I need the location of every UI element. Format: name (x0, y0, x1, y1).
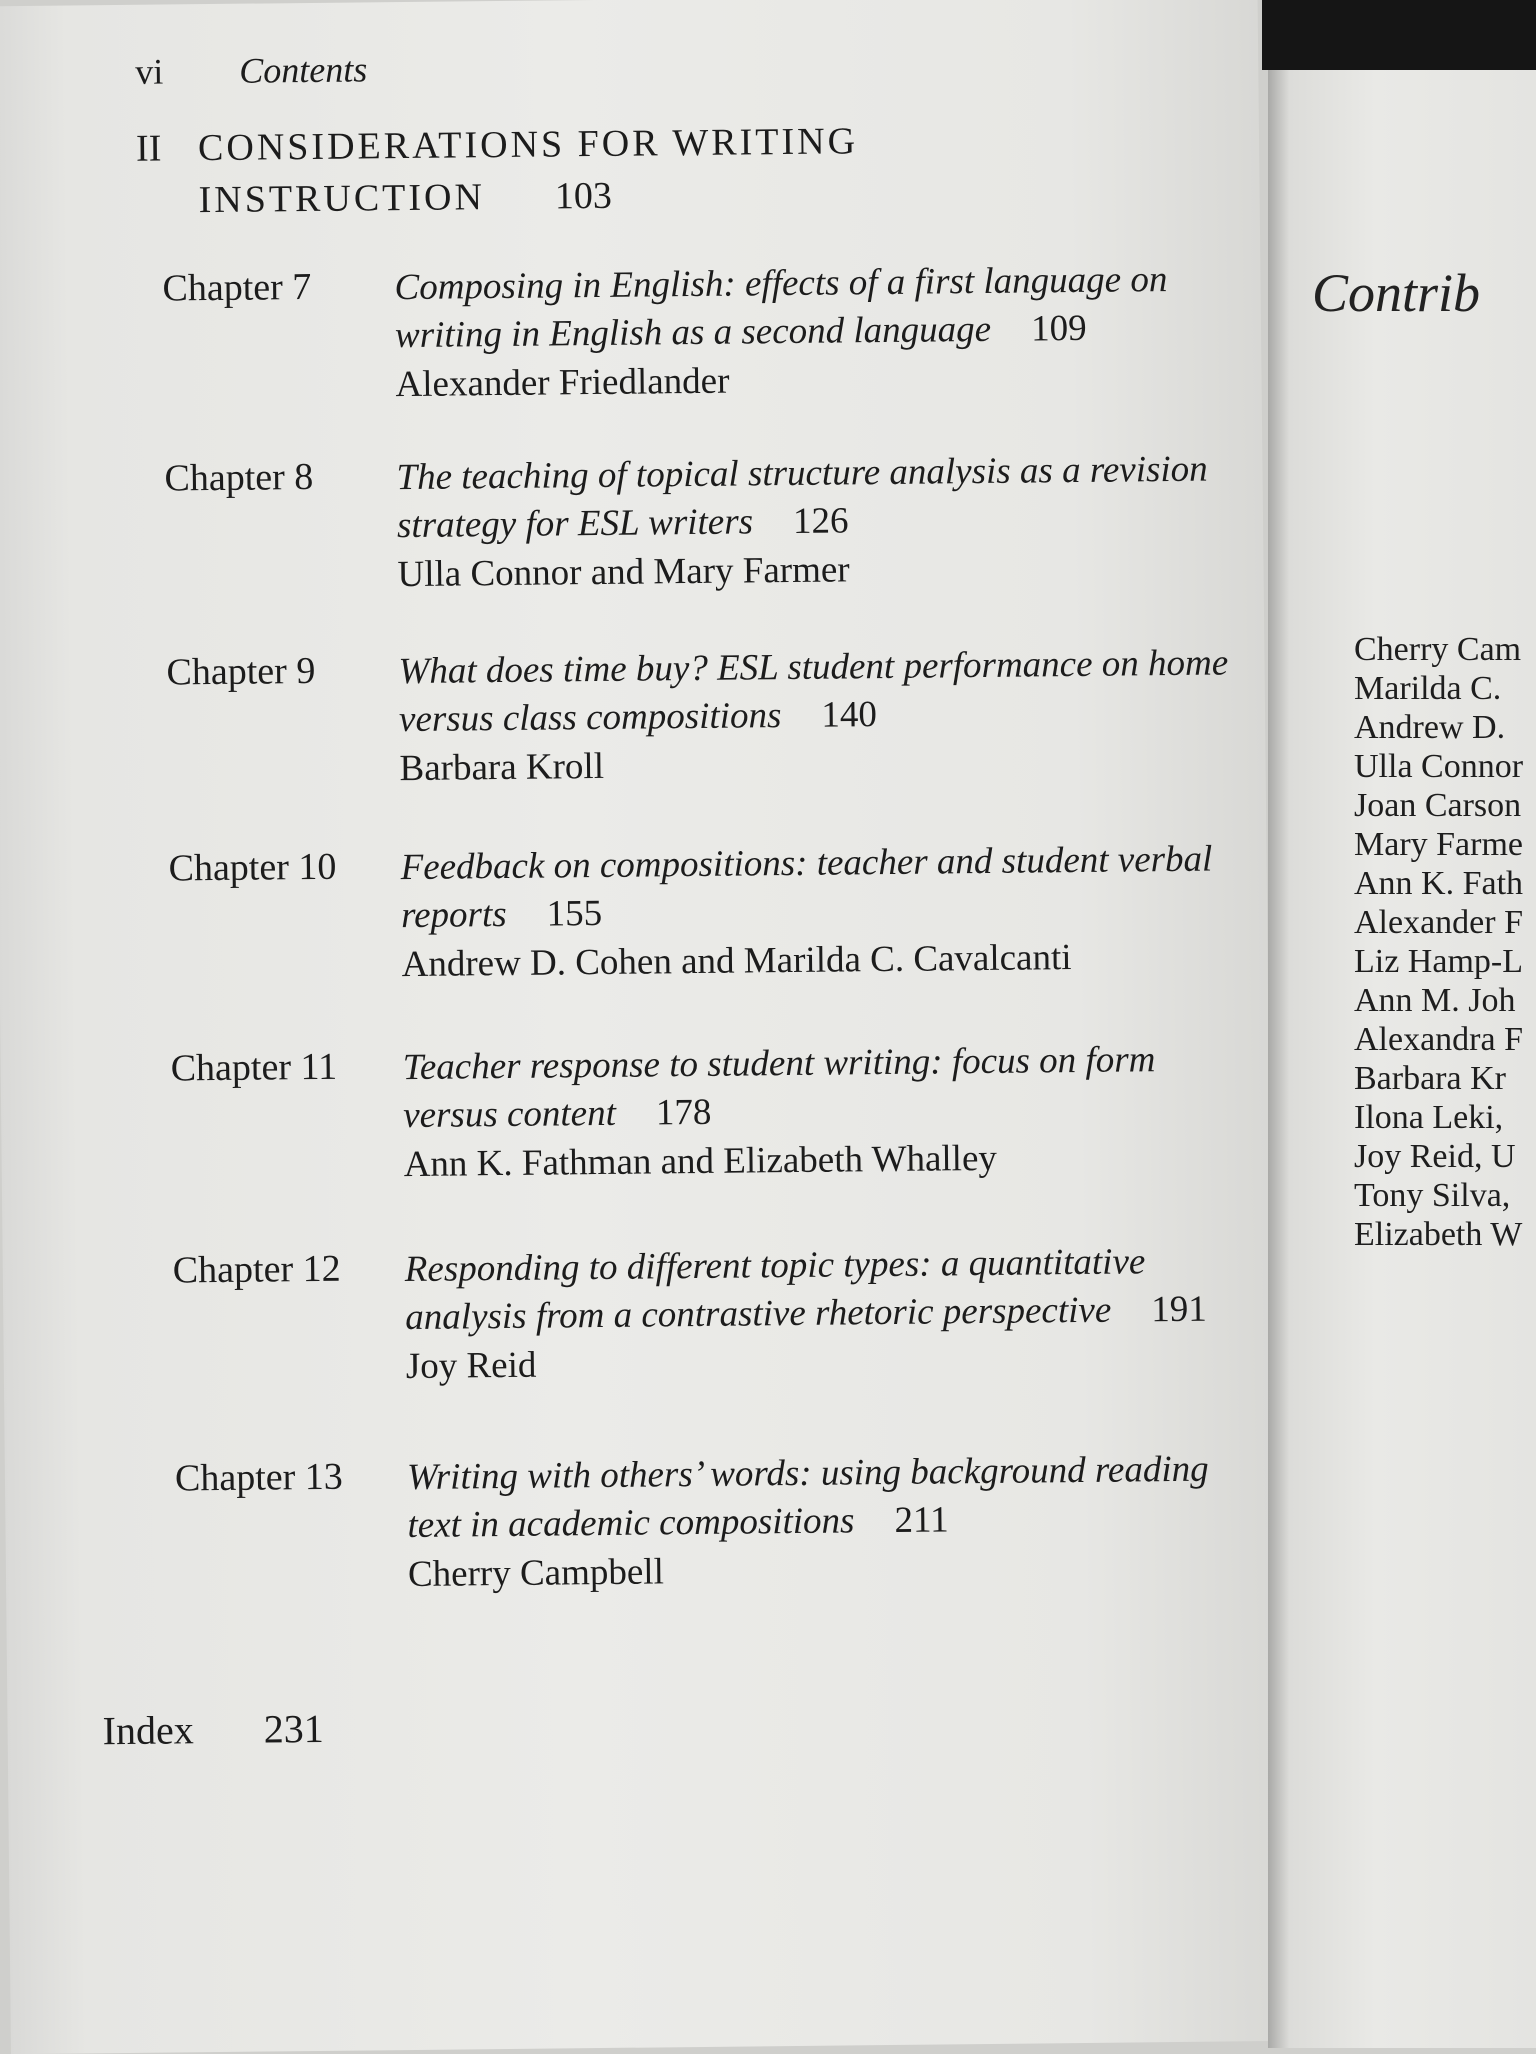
part-number: II (135, 127, 162, 170)
chapter-title-text: Responding to different topic types: a quantitative analysis from a contrastive rhetoric perspective (404, 1241, 1146, 1339)
chapter-body (405, 1237, 1256, 1392)
contributor-name: Mary Farme (1354, 826, 1524, 863)
chapter-page-number: 140 (821, 694, 878, 736)
chapter-page-number: 126 (792, 500, 849, 542)
chapter-title (396, 445, 1247, 550)
chapter-author: Alexander Friedlander (395, 360, 730, 406)
chapter-title (398, 639, 1249, 744)
chapter-title (402, 1035, 1253, 1140)
chapter-entry-12 (172, 1237, 1253, 1388)
chapter-label: Chapter 7 (162, 265, 312, 310)
part-title-line2: INSTRUCTION (198, 176, 486, 222)
index-entry (102, 1705, 324, 1754)
facing-page-title: Contrib (1312, 263, 1481, 323)
chapter-label: Chapter 10 (168, 845, 337, 890)
contributor-name: Liz Hamp-L (1354, 943, 1523, 980)
contributor-name: Barbara Kr (1354, 1060, 1506, 1097)
chapter-page-number: 191 (1151, 1288, 1207, 1331)
chapter-entry-8 (164, 445, 1244, 596)
chapter-author: Andrew D. Cohen and Marilda C. Cavalcanti (401, 937, 1072, 986)
chapter-entry-7 (162, 255, 1242, 406)
chapter-entry-10 (168, 835, 1248, 986)
chapter-body (407, 1445, 1258, 1600)
chapter-label: Chapter 8 (164, 455, 314, 500)
chapter-entry-13 (174, 1445, 1255, 1596)
book-cover-edge (1262, 0, 1536, 70)
chapter-author: Cherry Campbell (407, 1551, 665, 1596)
chapter-author: Joy Reid (405, 1344, 537, 1388)
chapter-body (396, 445, 1247, 600)
index-page-number: 231 (263, 1705, 324, 1752)
chapter-label: Chapter 11 (170, 1045, 338, 1090)
page-folio: vi (135, 51, 164, 92)
contributor-name: Marilda C. (1354, 670, 1502, 707)
part-title-line1: CONSIDERATIONS FOR WRITING (197, 120, 859, 170)
chapter-title (407, 1445, 1258, 1550)
contributor-name: Ilona Leki, (1354, 1099, 1504, 1136)
contributor-name: Tony Silva, (1354, 1177, 1511, 1214)
chapter-title (400, 835, 1251, 940)
chapter-entry-9 (166, 639, 1246, 790)
chapter-title-text: Writing with others’ words: using background reading text in academic compositions (406, 1448, 1209, 1547)
chapter-entry-11 (170, 1035, 1250, 1186)
chapter-title-text: Feedback on compositions: teacher and student verbal reports (400, 838, 1213, 937)
contributor-name: Cherry Cam (1354, 631, 1522, 668)
facing-page (1268, 0, 1536, 2048)
chapter-title-text: Teacher response to student writing: focus on form versus content (402, 1039, 1156, 1137)
chapter-body (394, 255, 1245, 410)
running-head (135, 48, 367, 92)
part-heading-line2 (136, 167, 859, 227)
contributor-name: Ulla Connor (1354, 748, 1524, 785)
chapter-page-number: 155 (546, 892, 603, 935)
running-head-title: Contents (239, 49, 368, 91)
contributor-name: Alexandra F (1354, 1021, 1524, 1058)
chapter-page-number: 211 (894, 1499, 949, 1541)
part-heading-line1 (136, 115, 859, 175)
contributor-name: Alexander F (1354, 904, 1524, 941)
part-page-number: 103 (554, 174, 613, 218)
part-heading (136, 115, 859, 227)
contributors-list (1354, 630, 1523, 1254)
chapter-page-number: 109 (1030, 307, 1087, 350)
contributor-name: Ann M. Joh (1354, 982, 1516, 1019)
chapter-title-text: Composing in English: effects of a first language on writing in English as a second language (394, 259, 1168, 357)
chapter-author: Barbara Kroll (399, 745, 605, 790)
contributor-name: Joan Carson (1354, 787, 1522, 824)
contributor-name: Ann K. Fath (1354, 865, 1524, 902)
chapter-label: Chapter 13 (174, 1455, 343, 1500)
chapter-author: Ann K. Fathman and Elizabeth Whalley (403, 1137, 998, 1186)
index-label: Index (102, 1707, 194, 1754)
chapter-body (400, 835, 1251, 990)
chapter-body (402, 1035, 1253, 1190)
contributor-name: Joy Reid, U (1354, 1138, 1516, 1175)
chapter-title-text: The teaching of topical structure analysis as a revision strategy for ESL writers (396, 448, 1208, 547)
contributor-name: Andrew D. (1354, 709, 1506, 746)
chapter-body (398, 639, 1249, 794)
chapter-label: Chapter 12 (172, 1247, 341, 1292)
chapter-title (394, 255, 1245, 360)
chapter-label: Chapter 9 (166, 649, 316, 694)
chapter-title-text: What does time buy? ESL student performance on home versus class compositions (398, 642, 1229, 741)
chapter-author: Ulla Connor and Mary Farmer (397, 549, 850, 596)
contributor-name: Elizabeth W (1354, 1216, 1523, 1253)
chapter-title (405, 1237, 1256, 1342)
chapter-page-number: 178 (655, 1091, 712, 1134)
